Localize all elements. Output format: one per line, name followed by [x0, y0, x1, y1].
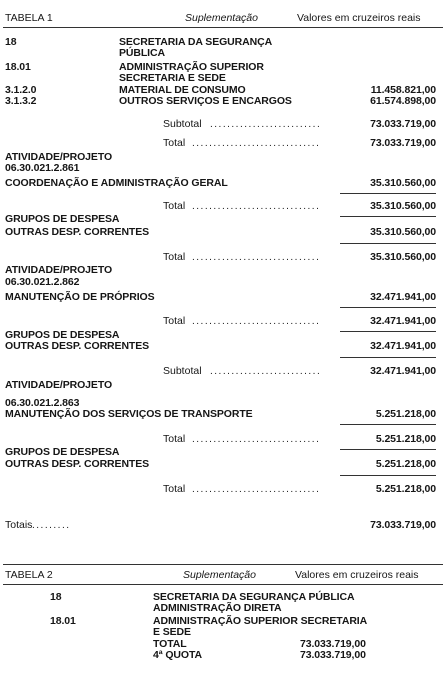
activity-code: 06.30.021.2.862 — [5, 276, 80, 288]
unit-name-line2: E SEDE — [153, 626, 191, 638]
group-heading: GRUPOS DE DESPESA — [5, 446, 120, 458]
org-name-line1: SECRETARIA DA SEGURANÇA PÚBLICA — [153, 591, 355, 603]
activity-total-label: Total — [163, 315, 186, 327]
activity-total-label: Total — [163, 200, 186, 212]
group-heading: GRUPOS DE DESPESA — [5, 329, 120, 341]
table-2-title: TABELA 2 — [5, 569, 53, 581]
table-1-title: TABELA 1 — [5, 12, 53, 24]
group-name: OUTRAS DESP. CORRENTES — [5, 226, 150, 238]
group-value: 5.251.218,00 — [375, 458, 436, 470]
divider — [340, 243, 436, 244]
org-name-line2: PÚBLICA — [119, 47, 165, 59]
item-desc: MATERIAL DE CONSUMO — [119, 84, 246, 96]
divider — [3, 564, 443, 565]
divider — [3, 27, 443, 28]
divider — [340, 357, 436, 358]
unit-name-line2: SECRETARIA E SEDE — [119, 72, 226, 84]
group-total-value: 5.251.218,00 — [375, 483, 436, 495]
divider — [340, 331, 436, 332]
group-value: 35.310.560,00 — [370, 226, 436, 238]
totals-label: Totais — [5, 519, 33, 531]
group-total-label: Total — [163, 251, 186, 263]
group-total-value: 32.471.941,00 — [370, 365, 436, 377]
divider — [340, 449, 436, 450]
table-2-subtitle: Suplementação — [183, 569, 256, 581]
subtotal-label: Subtotal — [163, 118, 202, 130]
org-code: 18 — [50, 591, 62, 603]
dot-leader: .............................. — [192, 434, 321, 445]
dot-leader: .............................. — [192, 201, 321, 212]
divider — [340, 424, 436, 425]
activity-name: MANUTENÇÃO DOS SERVIÇOS DE TRANSPORTE — [5, 408, 253, 420]
activity-heading: ATIVIDADE/PROJETO — [5, 264, 113, 276]
table-2-units: Valores em cruzeiros reais — [295, 569, 419, 581]
totals-value: 73.033.719,00 — [370, 519, 436, 531]
unit-code: 18.01 — [50, 615, 76, 627]
group-heading: GRUPOS DE DESPESA — [5, 213, 120, 225]
group-value: 32.471.941,00 — [370, 340, 436, 352]
activity-heading: ATIVIDADE/PROJETO — [5, 379, 113, 391]
total-label: Total — [163, 137, 186, 149]
activity-value: 32.471.941,00 — [370, 291, 436, 303]
divider — [340, 193, 436, 194]
item-value: 61.574.898,00 — [370, 95, 436, 107]
item-value: 11.458.821,00 — [370, 84, 436, 96]
item-desc: OUTROS SERVIÇOS E ENCARGOS — [119, 95, 292, 107]
activity-code: 06.30.021.2.861 — [5, 162, 80, 174]
quota-value: 73.033.719,00 — [300, 649, 366, 661]
quota-label: 4ª QUOTA — [153, 649, 202, 661]
activity-name: COORDENAÇÃO E ADMINISTRAÇÃO GERAL — [5, 177, 228, 189]
total-label: TOTAL — [153, 638, 187, 650]
dot-leader: .............................. — [192, 138, 321, 149]
unit-name-line1: ADMINISTRAÇÃO SUPERIOR SECRETARIA — [153, 615, 368, 627]
total-value: 73.033.719,00 — [370, 137, 436, 149]
activity-value: 35.310.560,00 — [370, 177, 436, 189]
group-name: OUTRAS DESP. CORRENTES — [5, 340, 150, 352]
dot-leader: .......................... — [210, 119, 322, 130]
divider — [340, 475, 436, 476]
unit-name-line1: ADMINISTRAÇÃO SUPERIOR — [119, 61, 264, 73]
divider — [340, 216, 436, 217]
group-total-label: Subtotal — [163, 365, 202, 377]
activity-total-value: 5.251.218,00 — [375, 433, 436, 445]
activity-value: 5.251.218,00 — [375, 408, 436, 420]
dot-leader: ......... — [32, 520, 71, 531]
dot-leader: .......................... — [210, 366, 322, 377]
divider — [3, 584, 443, 585]
activity-total-value: 35.310.560,00 — [370, 200, 436, 212]
subtotal-value: 73.033.719,00 — [370, 118, 436, 130]
table-1-subtitle: Suplementação — [185, 12, 258, 24]
org-name-line2: ADMINISTRAÇÃO DIRETA — [153, 602, 282, 614]
total-value: 73.033.719,00 — [300, 638, 366, 650]
dot-leader: .............................. — [192, 316, 321, 327]
group-total-label: Total — [163, 483, 186, 495]
dot-leader: .............................. — [192, 484, 321, 495]
unit-code: 18.01 — [5, 61, 31, 73]
item-code: 3.1.3.2 — [5, 95, 37, 107]
table-1-units: Valores em cruzeiros reais — [297, 12, 421, 24]
dot-leader: .............................. — [192, 252, 321, 263]
activity-total-value: 32.471.941,00 — [370, 315, 436, 327]
activity-total-label: Total — [163, 433, 186, 445]
activity-code: 06.30.021.2.863 — [5, 397, 80, 409]
activity-name: MANUTENÇÃO DE PRÓPRIOS — [5, 291, 155, 303]
org-name-line1: SECRETARIA DA SEGURANÇA — [119, 36, 273, 48]
divider — [340, 307, 436, 308]
group-total-value: 35.310.560,00 — [370, 251, 436, 263]
activity-heading: ATIVIDADE/PROJETO — [5, 151, 113, 163]
item-code: 3.1.2.0 — [5, 84, 37, 96]
group-name: OUTRAS DESP. CORRENTES — [5, 458, 150, 470]
org-code: 18 — [5, 36, 17, 48]
